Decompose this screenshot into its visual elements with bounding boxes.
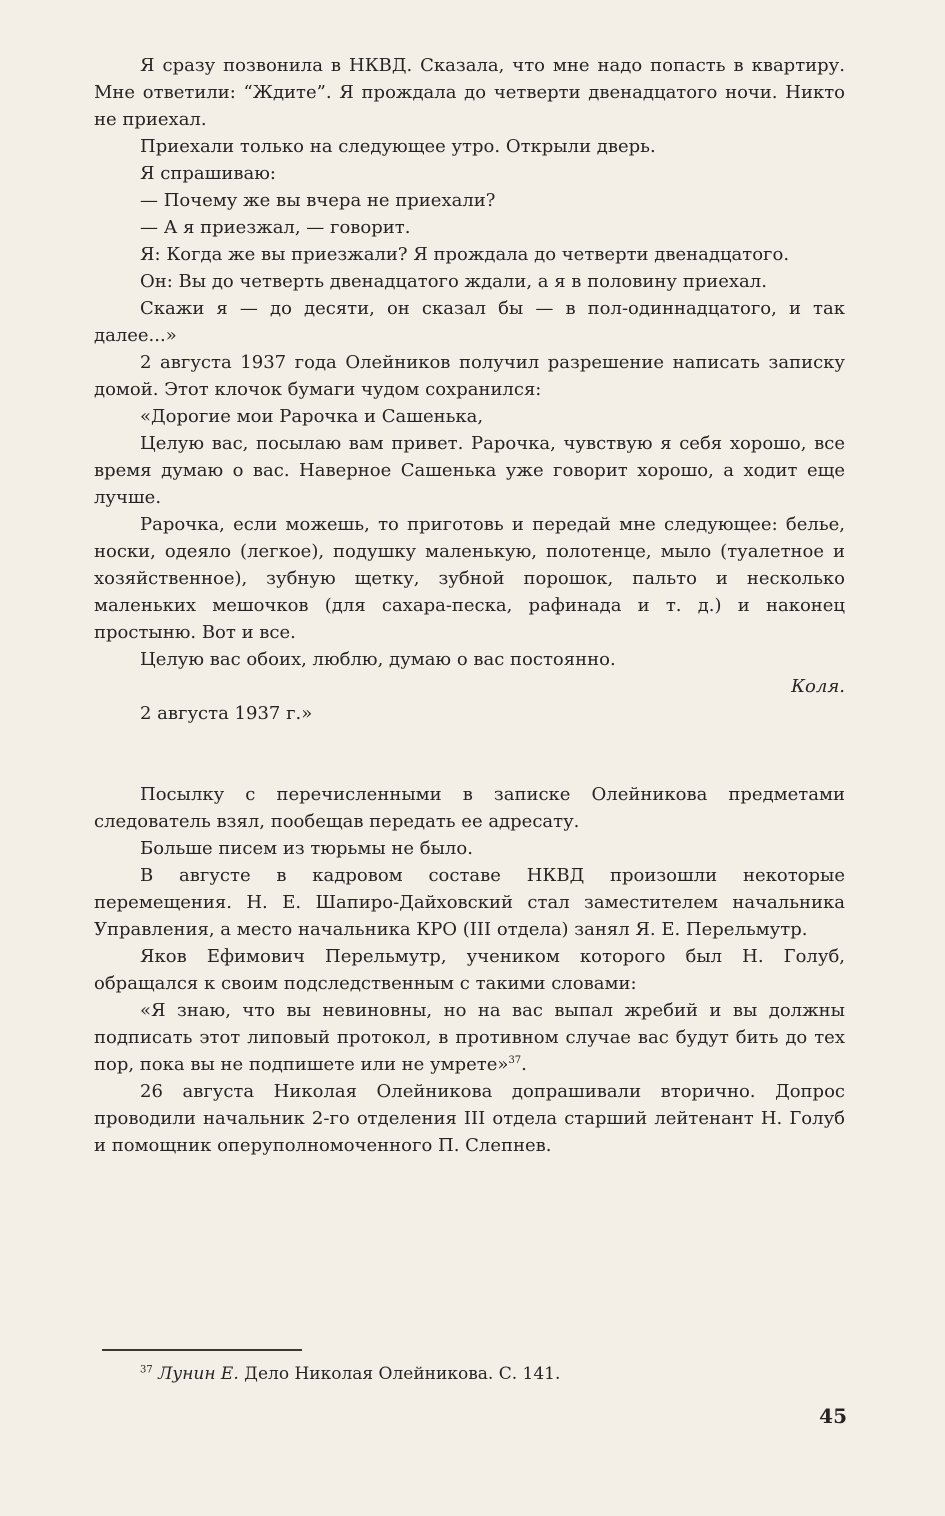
paragraph: Больше писем из тюрьмы не было. [140, 838, 473, 859]
letter-paragraph: Рарочка, если можешь, то приготовь и передай мне следующее: белье, носки, одеяло (легкое), подушку маленькую, полотенце, мыло (туалетное и хозяйственное), зубную щетку, зубной порошок, пальто и несколько маленьких мешочков (для сахара-песка, рафинада и т. д.) и наконец простыню. Вот и все. [94, 514, 845, 643]
footnote [140, 1362, 560, 1386]
letter-signature: Коля. [791, 676, 845, 697]
dialogue-line: — Почему же вы вчера не приехали? [140, 190, 496, 211]
paragraph: Я спрашиваю: [140, 163, 276, 184]
footnote-divider [102, 1349, 302, 1351]
footnote-number: 37 [140, 1364, 153, 1376]
quote-text: «Я знаю, что вы невиновны, но на вас выпал жребий и вы должны подписать этот липовый протокол, в противном случае вас будут бить до тех пор, пока вы не подпишете или не умрете» [94, 1000, 845, 1075]
page-number: 45 [819, 1404, 847, 1428]
dialogue-line: — А я приезжал, — говорит. [140, 217, 411, 238]
dialogue-line: Он: Вы до четверть двенадцатого ждали, а я в половину приехал. [140, 271, 767, 292]
paragraph: Я сразу позвонила в НКВД. Сказала, что мне надо попасть в квартиру. Мне ответили: “Ждите”. Я прождала до четверти двенадцатого ночи. Никто не приехал. [94, 55, 845, 130]
letter-closing: Целую вас обоих, люблю, думаю о вас постоянно. [140, 649, 616, 670]
footnote-text: Дело Николая Олейникова. С. 141. [238, 1364, 561, 1384]
footnote-author: Лунин Е. [158, 1364, 239, 1384]
footnote-reference: 37 [508, 1055, 522, 1066]
paragraph: 26 августа Николая Олейникова допрашивали вторично. Допрос проводили начальник 2-го отделения III отдела старший лейтенант Н. Голуб и помощник оперуполномоченного П. Слепнев. [94, 1081, 845, 1156]
paragraph: Скажи я — до десяти, он сказал бы — в пол-одиннадцатого, и так далее...» [94, 298, 845, 346]
quote-paragraph: «Я знаю, что вы невиновны, но на вас выпал жребий и вы должны подписать этот липовый протокол, в противном случае вас будут бить до тех пор, пока вы не подпишете или не умрете»$^{37}$. [94, 1000, 845, 1075]
paragraph: Яков Ефимович Перельмутр, учеником которого был Н. Голуб, обращался к своим подследственным с такими словами: [94, 946, 845, 994]
dialogue-line: Я: Когда же вы приезжали? Я прождала до четверти двенадцатого. [140, 244, 790, 265]
section-gap [94, 727, 845, 781]
paragraph: 2 августа 1937 года Олейников получил разрешение написать записку домой. Этот клочок бумаги чудом сохранился: [94, 352, 845, 400]
letter-paragraph: Целую вас, посылаю вам привет. Рарочка, чувствую я себя хорошо, все время думаю о вас. Наверное Сашенька уже говорит хорошо, а ходит еще лучше. [94, 433, 845, 508]
letter-date: 2 августа 1937 г.» [140, 703, 313, 724]
letter-salutation: «Дорогие мои Рарочка и Сашенька, [140, 406, 484, 427]
paragraph: Посылку с перечисленными в записке Олейникова предметами следователь взял, пообещав передать ее адресату. [94, 784, 845, 832]
paragraph: В августе в кадровом составе НКВД произошли некоторые перемещения. Н. Е. Шапиро-Дайховский стал заместителем начальника Управления, а место начальника КРО (III отдела) занял Я. Е. Перельмутр. [94, 865, 845, 940]
main-text [94, 52, 845, 1159]
paragraph: Приехали только на следующее утро. Открыли дверь. [140, 136, 656, 157]
